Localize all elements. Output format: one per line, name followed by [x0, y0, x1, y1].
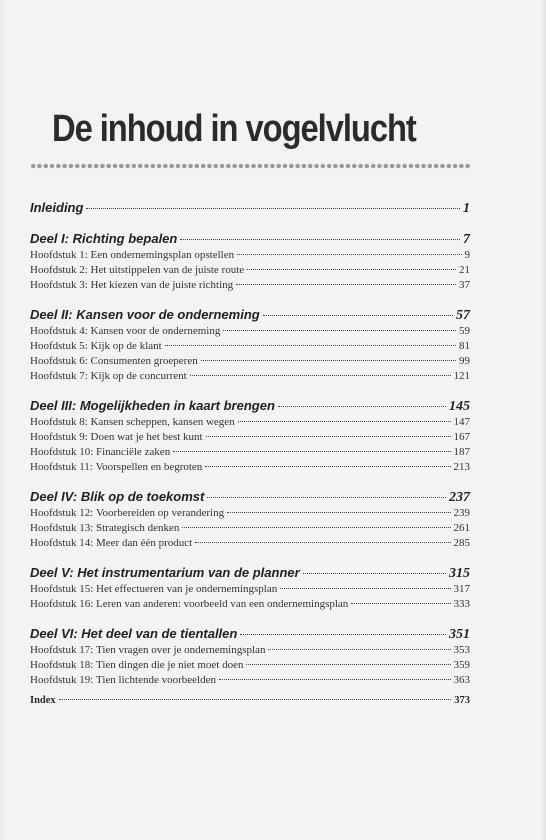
dot-leader — [247, 269, 456, 270]
toc-chapter-title: Doen wat je het best kunt — [90, 431, 203, 443]
toc-part-page: 7 — [463, 232, 470, 247]
toc-part-page: 145 — [449, 399, 470, 414]
toc-chapter-title: Het kiezen van de juiste richting — [90, 279, 234, 291]
toc-chapter-title: Kijk op de concurrent — [90, 370, 187, 382]
toc-chapter-page: 359 — [453, 659, 470, 671]
toc-part-label: Deel VI: Het deel van de tientallen — [30, 626, 238, 641]
dot-leader — [227, 512, 450, 513]
toc-chapter[interactable] — [30, 521, 470, 536]
toc-chapter-prefix: Hoofdstuk 15: — [30, 583, 94, 595]
dot-leader — [182, 527, 450, 528]
toc-chapter[interactable] — [30, 369, 470, 384]
toc-chapter-prefix: Hoofdstuk 2: — [30, 264, 88, 276]
toc-chapter-prefix: Hoofdstuk 5: — [30, 340, 88, 352]
toc-chapter-title: Meer dan één product — [96, 537, 193, 549]
toc-part-label: Deel IV: Blik op de toekomst — [30, 489, 205, 504]
dotted-rule — [30, 162, 470, 170]
table-of-contents — [30, 200, 470, 706]
toc-part-heading[interactable] — [30, 398, 470, 415]
toc-part-heading[interactable] — [30, 307, 470, 324]
dot-leader — [240, 634, 446, 635]
dot-leader — [268, 649, 450, 650]
toc-part-page: 237 — [449, 490, 470, 505]
toc-chapter-prefix: Hoofdstuk 4: — [30, 325, 88, 337]
toc-chapter-page: 213 — [453, 461, 470, 473]
toc-heading-label: Inleiding — [30, 200, 84, 215]
toc-chapter-page: 317 — [453, 583, 470, 595]
toc-chapter-title: Kijk op de klant — [90, 340, 162, 352]
dot-leader — [190, 375, 451, 376]
toc-index[interactable] — [30, 695, 470, 706]
toc-chapter-title: Voorbereiden op verandering — [96, 507, 225, 519]
toc-chapter-prefix: Hoofdstuk 11: — [30, 461, 93, 473]
toc-chapter-page: 37 — [459, 279, 470, 291]
toc-part-heading[interactable] — [30, 626, 470, 643]
toc-chapter-page: 353 — [453, 644, 470, 656]
toc-chapter-prefix: Hoofdstuk 14: — [30, 537, 94, 549]
dot-leader — [195, 542, 450, 543]
toc-chapter[interactable] — [30, 597, 470, 612]
toc-page-number: 1 — [463, 201, 470, 216]
toc-chapter-prefix: Hoofdstuk 6: — [30, 355, 88, 367]
dot-leader — [219, 679, 451, 680]
toc-chapter-prefix: Hoofdstuk 7: — [30, 370, 88, 382]
toc-chapter[interactable] — [30, 415, 470, 430]
toc-chapter[interactable] — [30, 536, 470, 551]
toc-chapter-prefix: Hoofdstuk 16: — [30, 598, 94, 610]
toc-chapter-prefix: Hoofdstuk 8: — [30, 416, 88, 428]
toc-chapter-prefix: Hoofdstuk 13: — [30, 522, 94, 534]
toc-chapter-title: Tien dingen die je niet moet doen — [96, 659, 244, 671]
dot-leader — [223, 330, 456, 331]
dot-leader — [303, 573, 446, 574]
toc-chapter[interactable] — [30, 263, 470, 278]
toc-chapter-page: 21 — [459, 264, 470, 276]
toc-chapter-title: Financiële zaken — [96, 446, 171, 458]
toc-chapter-page: 333 — [453, 598, 470, 610]
toc-part-heading[interactable] — [30, 565, 470, 582]
toc-chapter-title: Tien vragen over je ondernemingsplan — [96, 644, 266, 656]
toc-chapter-page: 9 — [464, 249, 470, 261]
dot-leader — [207, 497, 446, 498]
dot-leader — [236, 284, 456, 285]
toc-part-label: Deel III: Mogelijkheden in kaart brengen — [30, 398, 275, 413]
toc-chapter[interactable] — [30, 643, 470, 658]
toc-chapter[interactable] — [30, 445, 470, 460]
toc-chapter[interactable] — [30, 460, 470, 475]
toc-chapter-title: Kansen scheppen, kansen wegen — [90, 416, 235, 428]
toc-chapter-page: 239 — [453, 507, 470, 519]
dot-leader — [173, 451, 450, 452]
toc-chapter-page: 187 — [453, 446, 470, 458]
toc-chapter-prefix: Hoofdstuk 3: — [30, 279, 88, 291]
toc-chapter-prefix: Hoofdstuk 17: — [30, 644, 94, 656]
toc-chapter-title: Kansen voor de onderneming — [90, 325, 221, 337]
toc-chapter-prefix: Hoofdstuk 12: — [30, 507, 94, 519]
toc-chapter[interactable] — [30, 339, 470, 354]
toc-chapter-page: 147 — [453, 416, 470, 428]
dot-leader — [86, 208, 460, 209]
dot-leader — [351, 603, 450, 604]
toc-introduction[interactable] — [30, 200, 470, 217]
toc-chapter-title: Tien lichtende voorbeelden — [96, 674, 216, 686]
toc-chapter-page: 99 — [459, 355, 470, 367]
toc-chapter-title: Leren van anderen: voorbeeld van een ondernemingsplan — [96, 598, 349, 610]
toc-chapter-page: 261 — [453, 522, 470, 534]
toc-chapter[interactable] — [30, 248, 470, 263]
toc-chapter-title: Strategisch denken — [96, 522, 180, 534]
toc-chapter[interactable] — [30, 506, 470, 521]
toc-chapter-title: Het uitstippelen van de juiste route — [90, 264, 245, 276]
toc-chapter-prefix: Hoofdstuk 1: — [30, 249, 88, 261]
toc-part-heading[interactable] — [30, 489, 470, 506]
toc-chapter[interactable] — [30, 673, 470, 688]
toc-chapter-page: 167 — [453, 431, 470, 443]
dot-leader — [238, 421, 451, 422]
dot-leader — [237, 254, 461, 255]
toc-index-label: Index — [30, 695, 56, 706]
toc-chapter-page: 59 — [459, 325, 470, 337]
dot-leader — [201, 360, 456, 361]
toc-part-heading[interactable] — [30, 231, 470, 248]
toc-chapter[interactable] — [30, 278, 470, 293]
toc-index-page: 373 — [454, 695, 470, 706]
toc-chapter-title: Het effectueren van je ondernemingsplan — [96, 583, 278, 595]
toc-chapter-title: Consumenten groeperen — [90, 355, 198, 367]
toc-chapter[interactable] — [30, 582, 470, 597]
toc-chapter-prefix: Hoofdstuk 19: — [30, 674, 94, 686]
dot-leader — [280, 588, 450, 589]
toc-chapter-page: 363 — [453, 674, 470, 686]
toc-chapter-page: 81 — [459, 340, 470, 352]
dot-leader — [59, 699, 452, 700]
toc-part-label: Deel II: Kansen voor de onderneming — [30, 307, 260, 322]
dot-leader — [206, 436, 451, 437]
toc-chapter-title: Voorspellen en begroten — [95, 461, 203, 473]
dot-leader — [180, 239, 460, 240]
dot-leader — [205, 466, 450, 467]
dot-leader — [165, 345, 456, 346]
toc-chapter-page: 285 — [453, 537, 470, 549]
page-title: De inhoud in vogelvlucht — [52, 108, 416, 150]
dot-leader — [263, 315, 453, 316]
dot-leader — [246, 664, 450, 665]
dot-leader — [278, 406, 446, 407]
toc-part-page: 351 — [449, 627, 470, 642]
toc-chapter-prefix: Hoofdstuk 9: — [30, 431, 88, 443]
toc-chapter-page: 121 — [453, 370, 470, 382]
toc-chapter-title: Een ondernemingsplan opstellen — [90, 249, 235, 261]
toc-chapter[interactable] — [30, 324, 470, 339]
toc-part-page: 315 — [449, 566, 470, 581]
toc-part-page: 57 — [456, 308, 470, 323]
toc-parts — [30, 231, 470, 688]
toc-chapter-prefix: Hoofdstuk 18: — [30, 659, 94, 671]
toc-part-label: Deel I: Richting bepalen — [30, 231, 178, 246]
toc-chapter[interactable] — [30, 354, 470, 369]
toc-chapter-prefix: Hoofdstuk 10: — [30, 446, 94, 458]
toc-chapter[interactable] — [30, 430, 470, 445]
toc-chapter[interactable] — [30, 658, 470, 673]
toc-part-label: Deel V: Het instrumentarium van de planner — [30, 565, 300, 580]
